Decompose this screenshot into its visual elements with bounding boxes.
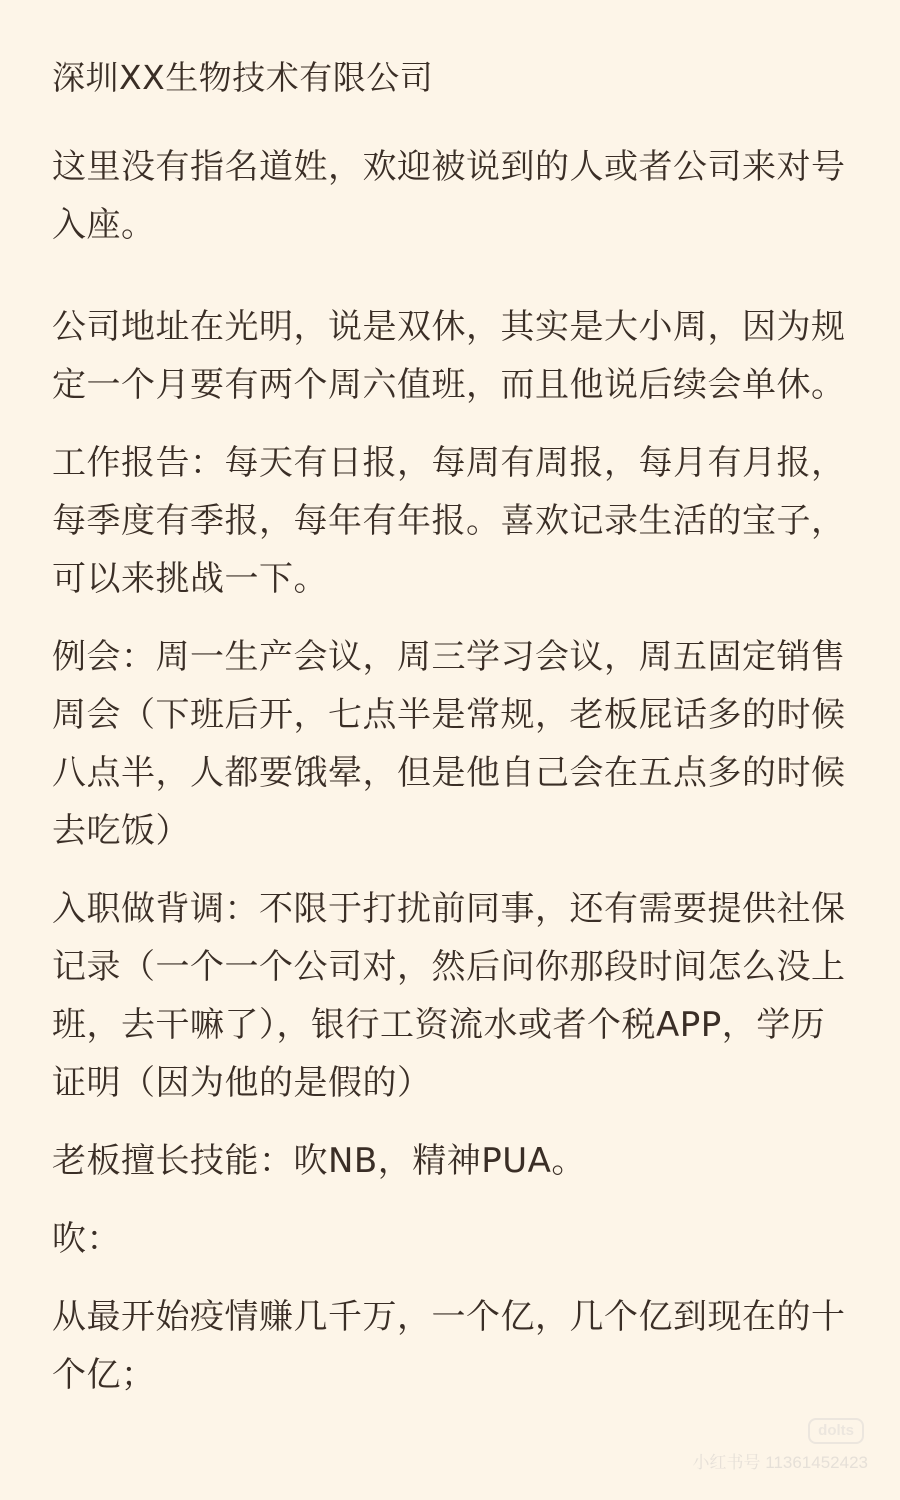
watermark-text: 小红书号 11361452423: [692, 1453, 868, 1472]
meetings-paragraph: 例会：周一生产会议，周三学习会议，周五固定销售周会（下班后开，七点半是常规，老板屁话多的时候八点半，人都要饿晕，但是他自己会在五点多的时候去吃饭）: [52, 637, 846, 851]
schedule-paragraph: 公司地址在光明，说是双休，其实是大小周，因为规定一个月要有两个周六值班，而且他说后续会单休。: [52, 307, 846, 405]
disclaimer-paragraph: 这里没有指名道姓，欢迎被说到的人或者公司来对号入座。: [52, 147, 846, 245]
work-report-paragraph: 工作报告：每天有日报，每周有周报，每月有月报，每季度有季报，每年有年报。喜欢记录生活的宝子，可以来挑战一下。: [52, 443, 846, 599]
watermark: [693, 1418, 868, 1474]
brag-heading: 吹：: [52, 1219, 121, 1259]
brag-paragraph: 从最开始疫情赚几千万，一个亿，几个亿到现在的十个亿；: [52, 1297, 846, 1395]
company-title: 深圳XX生物技术有限公司: [52, 58, 434, 97]
background-check-paragraph: 入职做背调：不限于打扰前同事，还有需要提供社保记录（一个一个公司对，然后问你那段时间怎么没上班，去干嘛了），银行工资流水或者个税APP，学历证明（因为他的是假的）: [52, 889, 846, 1103]
boss-skills-paragraph: 老板擅长技能：吹NB，精神PUA。: [52, 1141, 586, 1181]
watermark-logo: dolts: [808, 1418, 864, 1444]
